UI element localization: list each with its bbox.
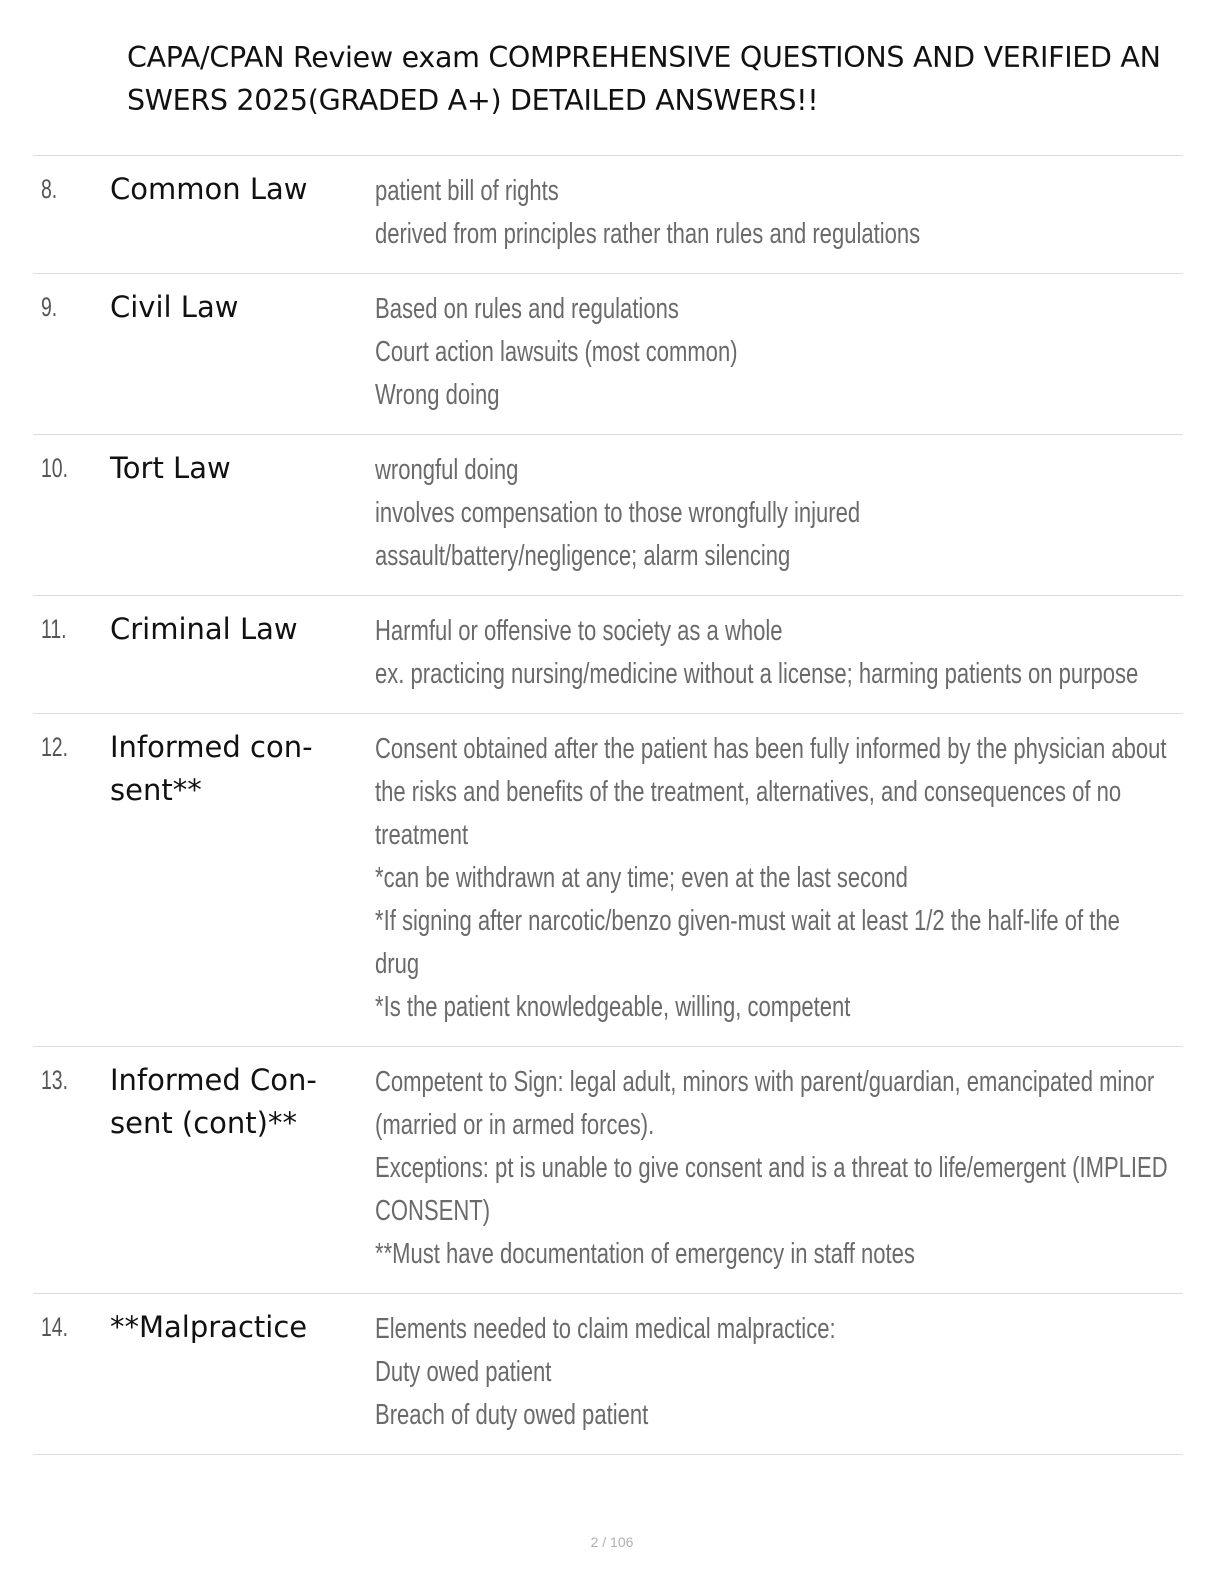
document-title-line-1: CAPA/CPAN Review exam COMPREHENSIVE QUESTIONS AND VERIFIED AN [127, 41, 1161, 74]
card-definition [375, 435, 1170, 595]
card-number: 9. [41, 292, 58, 322]
card-number: 12. [41, 732, 69, 762]
card-definition-line: Exceptions: pt is unable to give consent and is a threat to life/emergent (IMPLIED [375, 1152, 1168, 1184]
card-definition-line: the risks and benefits of the treatment, alternatives, and consequences of no [375, 776, 1122, 808]
card-definition-line: (married or in armed forces). [375, 1109, 655, 1141]
card-definition-line: drug [375, 948, 420, 980]
card-term-line: **Malpractice [110, 1310, 308, 1344]
card-number: 13. [41, 1065, 69, 1095]
flashcard-list [33, 155, 1183, 1455]
card-term-line: Criminal Law [110, 612, 298, 646]
card-term-line: Informed con- [110, 730, 313, 764]
card-definition-line: **Must have documentation of emergency in staff notes [375, 1238, 915, 1270]
card-term-line: Common Law [110, 172, 308, 206]
card-number: 10. [41, 453, 69, 483]
card-term-line: Informed Con- [110, 1063, 317, 1097]
card-definition-line: Breach of duty owed patient [375, 1399, 649, 1431]
card-term [110, 1059, 350, 1145]
card-definition-line: assault/battery/negligence; alarm silencing [375, 540, 791, 572]
card-number: 8. [41, 174, 58, 204]
card-term-line: sent (cont)** [110, 1106, 297, 1140]
card-term [110, 608, 350, 651]
card-definition-line: *Is the patient knowledgeable, willing, competent [375, 991, 851, 1023]
flashcard-row [33, 274, 1183, 435]
card-definition-line: patient bill of rights [375, 175, 559, 207]
card-term-line: Civil Law [110, 290, 239, 324]
card-term-line: sent** [110, 773, 202, 807]
card-definition [375, 1294, 1170, 1454]
card-definition-line: ex. practicing nursing/medicine without a license; harming patients on purpose [375, 658, 1139, 690]
card-term [110, 286, 350, 329]
card-definition-line: Court action lawsuits (most common) [375, 336, 738, 368]
card-definition-line: derived from principles rather than rules and regulations [375, 218, 921, 250]
card-term [110, 1306, 350, 1349]
flashcard-row [33, 156, 1183, 274]
card-definition-line: wrongful doing [375, 454, 519, 486]
card-number: 11. [41, 614, 67, 644]
card-definition-line: Duty owed patient [375, 1356, 552, 1388]
card-definition-line: Harmful or offensive to society as a whole [375, 615, 783, 647]
card-definition [375, 1047, 1170, 1293]
card-definition-line: involves compensation to those wrongfully injured [375, 497, 861, 529]
card-term [110, 447, 350, 490]
card-definition-line: Wrong doing [375, 379, 500, 411]
card-term [110, 168, 350, 211]
flashcard-row [33, 596, 1183, 714]
flashcard-row [33, 435, 1183, 596]
card-definition [375, 714, 1170, 1046]
flashcard-row [33, 714, 1183, 1047]
card-definition-line: Based on rules and regulations [375, 293, 679, 325]
page-indicator: 2 / 106 [590, 1534, 634, 1550]
flashcard-row [33, 1047, 1183, 1294]
card-definition [375, 274, 1170, 434]
card-definition-line: CONSENT) [375, 1195, 491, 1227]
card-definition-line: Consent obtained after the patient has been fully informed by the physician about [375, 733, 1167, 765]
card-number: 14. [41, 1312, 69, 1342]
card-definition-line: Elements needed to claim medical malpractice: [375, 1313, 836, 1345]
card-definition-line: treatment [375, 819, 469, 851]
card-definition-line: *can be withdrawn at any time; even at the last second [375, 862, 908, 894]
card-term [110, 726, 350, 812]
flashcard-row [33, 1294, 1183, 1455]
document-title [127, 36, 1224, 122]
card-term-line: Tort Law [110, 451, 231, 485]
card-definition [375, 156, 1170, 273]
document-title-line-2: SWERS 2025(GRADED A+) DETAILED ANSWERS!! [127, 84, 819, 117]
card-definition-line: Competent to Sign: legal adult, minors with parent/guardian, emancipated minor [375, 1066, 1155, 1098]
card-definition-line: *If signing after narcotic/benzo given-must wait at least 1/2 the half-life of the [375, 905, 1120, 937]
card-definition [375, 596, 1170, 713]
